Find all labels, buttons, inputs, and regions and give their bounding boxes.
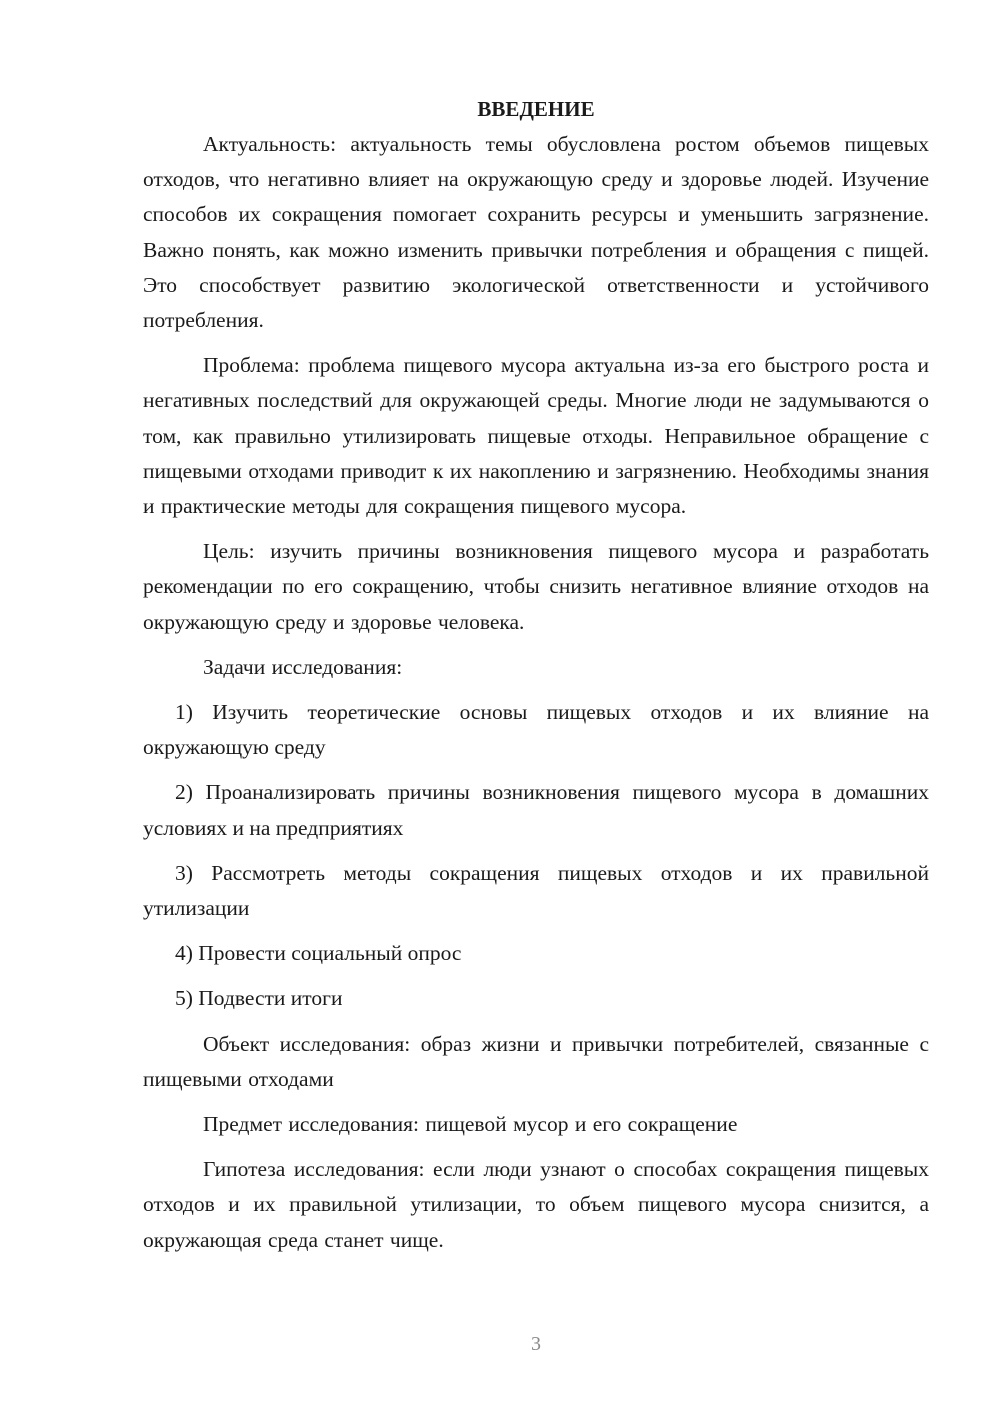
paragraph-relevance: Актуальность: актуальность темы обусловлена ростом объемов пищевых отходов, что негативно влияет на окружающую среду и здоровье людей. Изучение способов их сокращения помогает сохранить ресурсы и уменьшить загрязнение. Важно понять, как можно изменить привычки потребления и обращения с пищей. Это способствует развитию экологической ответственности и устойчивого потребления. (143, 132, 929, 333)
paragraph-hypothesis: Гипотеза исследования: если люди узнают о способах сокращения пищевых отходов и их правильной утилизации, то объем пищевого мусора снизится, а окружающая среда станет чище. (143, 1157, 929, 1252)
paragraph-goal: Цель: изучить причины возникновения пищевого мусора и разработать рекомендации по его сокращению, чтобы снизить негативное влияние отходов на окружающую среду и здоровье человека. (143, 539, 929, 634)
page-number: 3 (531, 1333, 541, 1355)
task-item: 4) Провести социальный опрос (175, 941, 462, 966)
task-item: 1) Изучить теоретические основы пищевых отходов и их влияние на окружающую среду (143, 700, 929, 760)
paragraph-subject: Предмет исследования: пищевой мусор и его сокращение (203, 1112, 738, 1137)
paragraph-problem: Проблема: проблема пищевого мусора актуальна из-за его быстрого роста и негативных последствий для окружающей среды. Многие люди не задумываются о том, как правильно утилизировать пищевые отходы. Неправильное обращение с пищевыми отходами приводит к их накоплению и загрязнению. Необходимы знания и практические методы для сокращения пищевого мусора. (143, 353, 929, 519)
task-item: 5) Подвести итоги (175, 986, 343, 1011)
task-item: 3) Рассмотреть методы сокращения пищевых отходов и их правильной утилизации (143, 860, 929, 921)
task-item: 2) Проанализировать причины возникновения пищевого мусора в домашних условиях и на предприятиях (143, 780, 929, 840)
document-title: ВВЕДЕНИЕ (477, 97, 595, 121)
document-page (143, 92, 929, 1268)
paragraph-object: Объект исследования: образ жизни и привычки потребителей, связанные с пищевыми отходами (143, 1031, 929, 1091)
tasks-list (143, 695, 929, 1017)
tasks-heading: Задачи исследования: (203, 654, 403, 679)
